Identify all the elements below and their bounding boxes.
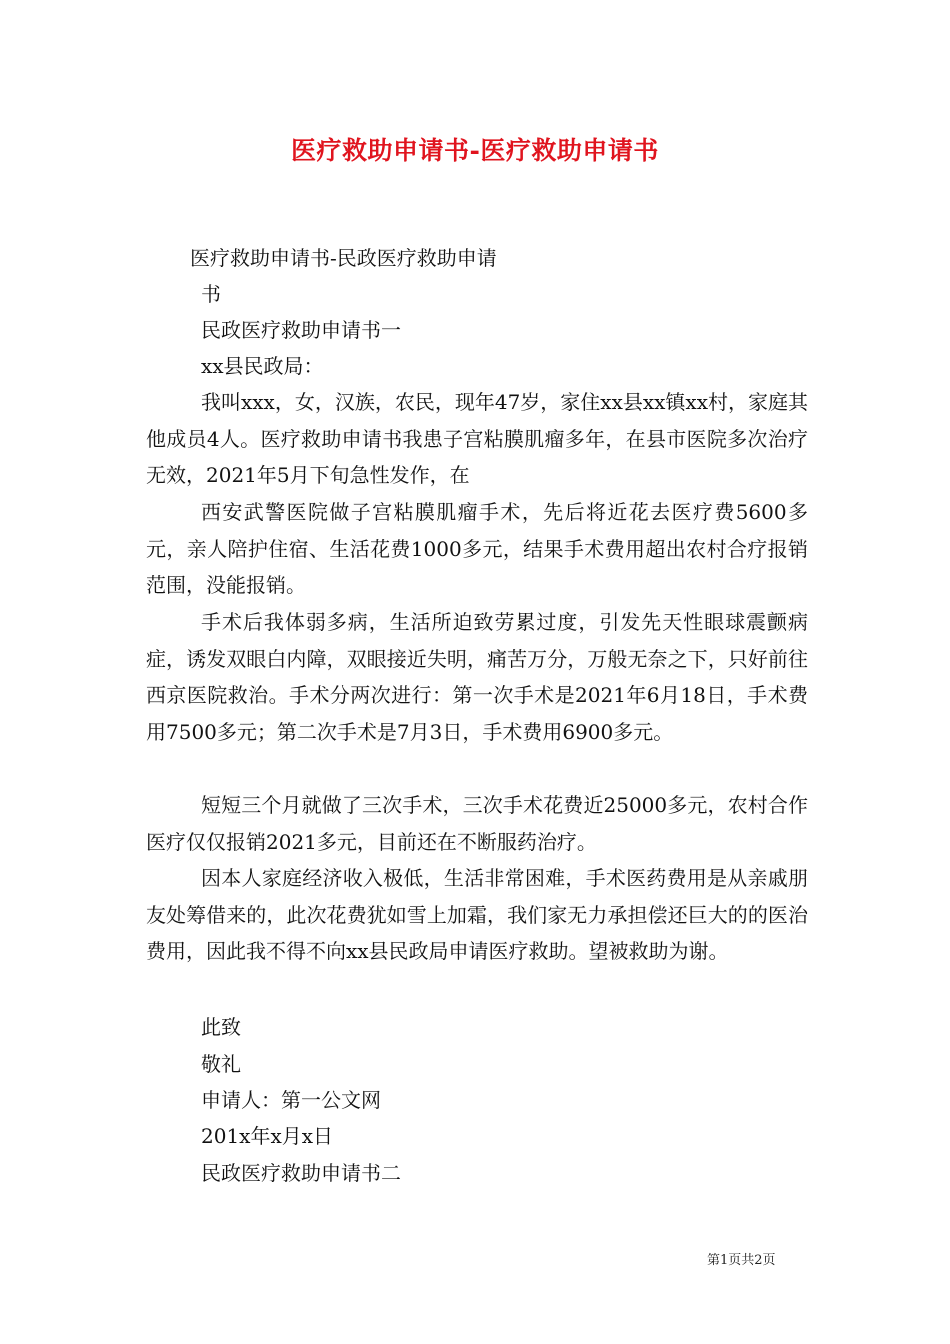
subtitle-line-2: 书 [201,282,221,306]
section-heading-1: 民政医疗救助申请书一 [201,318,401,342]
page-title: 医疗救助申请书-医疗救助申请书 [291,136,659,165]
paragraph-2: 西安武警医院做子宫粘膜肌瘤手术，先后将近花去医疗费5600多元，亲人陪护住宿、生活花费1000多元，结果手术费用超出农村合疗报销范围，没能报销。 [146,500,808,597]
paragraph-3: 手术后我体弱多病，生活所迫致劳累过度，引发先天性眼球震颤病症，诱发双眼白内障，双眼接近失明，痛苦万分，万般无奈之下，只好前往西京医院救治。手术分两次进行：第一次手术是2021年6月18日，手术费用7500多元；第二次手术是7月3日，手术费用6900多元。 [146,610,808,744]
paragraph-1: 我叫xxx，女，汉族，农民，现年47岁，家住xx县xx镇xx村，家庭其他成员4人。医疗救助申请书我患子宫粘膜肌瘤多年，在县市医院多次治疗无效，2021年5月下旬急性发作，在 [146,390,808,487]
closing-salutation-2: 敬礼 [201,1052,241,1076]
closing-salutation-1: 此致 [201,1015,241,1039]
section-heading-2: 民政医疗救助申请书二 [201,1161,401,1185]
page-indicator: 第1页共2页 [707,1253,776,1268]
subtitle-line-1: 医疗救助申请书-民政医疗救助申请 [190,246,497,270]
date-line: 201x年x月x日 [201,1124,334,1148]
paragraph-4: 短短三个月就做了三次手术，三次手术花费近25000多元，农村合作医疗仅仅报销2021多元，目前还在不断服药治疗。 [146,793,808,854]
paragraph-5: 因本人家庭经济收入极低，生活非常困难，手术医药费用是从亲戚朋友处筹借来的，此次花费犹如雪上加霜，我们家无力承担偿还巨大的的医治费用，因此我不得不向xx县民政局申请医疗救助。望被救助为谢。 [146,866,808,963]
applicant-signature: 申请人：第一公文网 [201,1088,381,1112]
addressee: xx县民政局： [201,354,324,378]
